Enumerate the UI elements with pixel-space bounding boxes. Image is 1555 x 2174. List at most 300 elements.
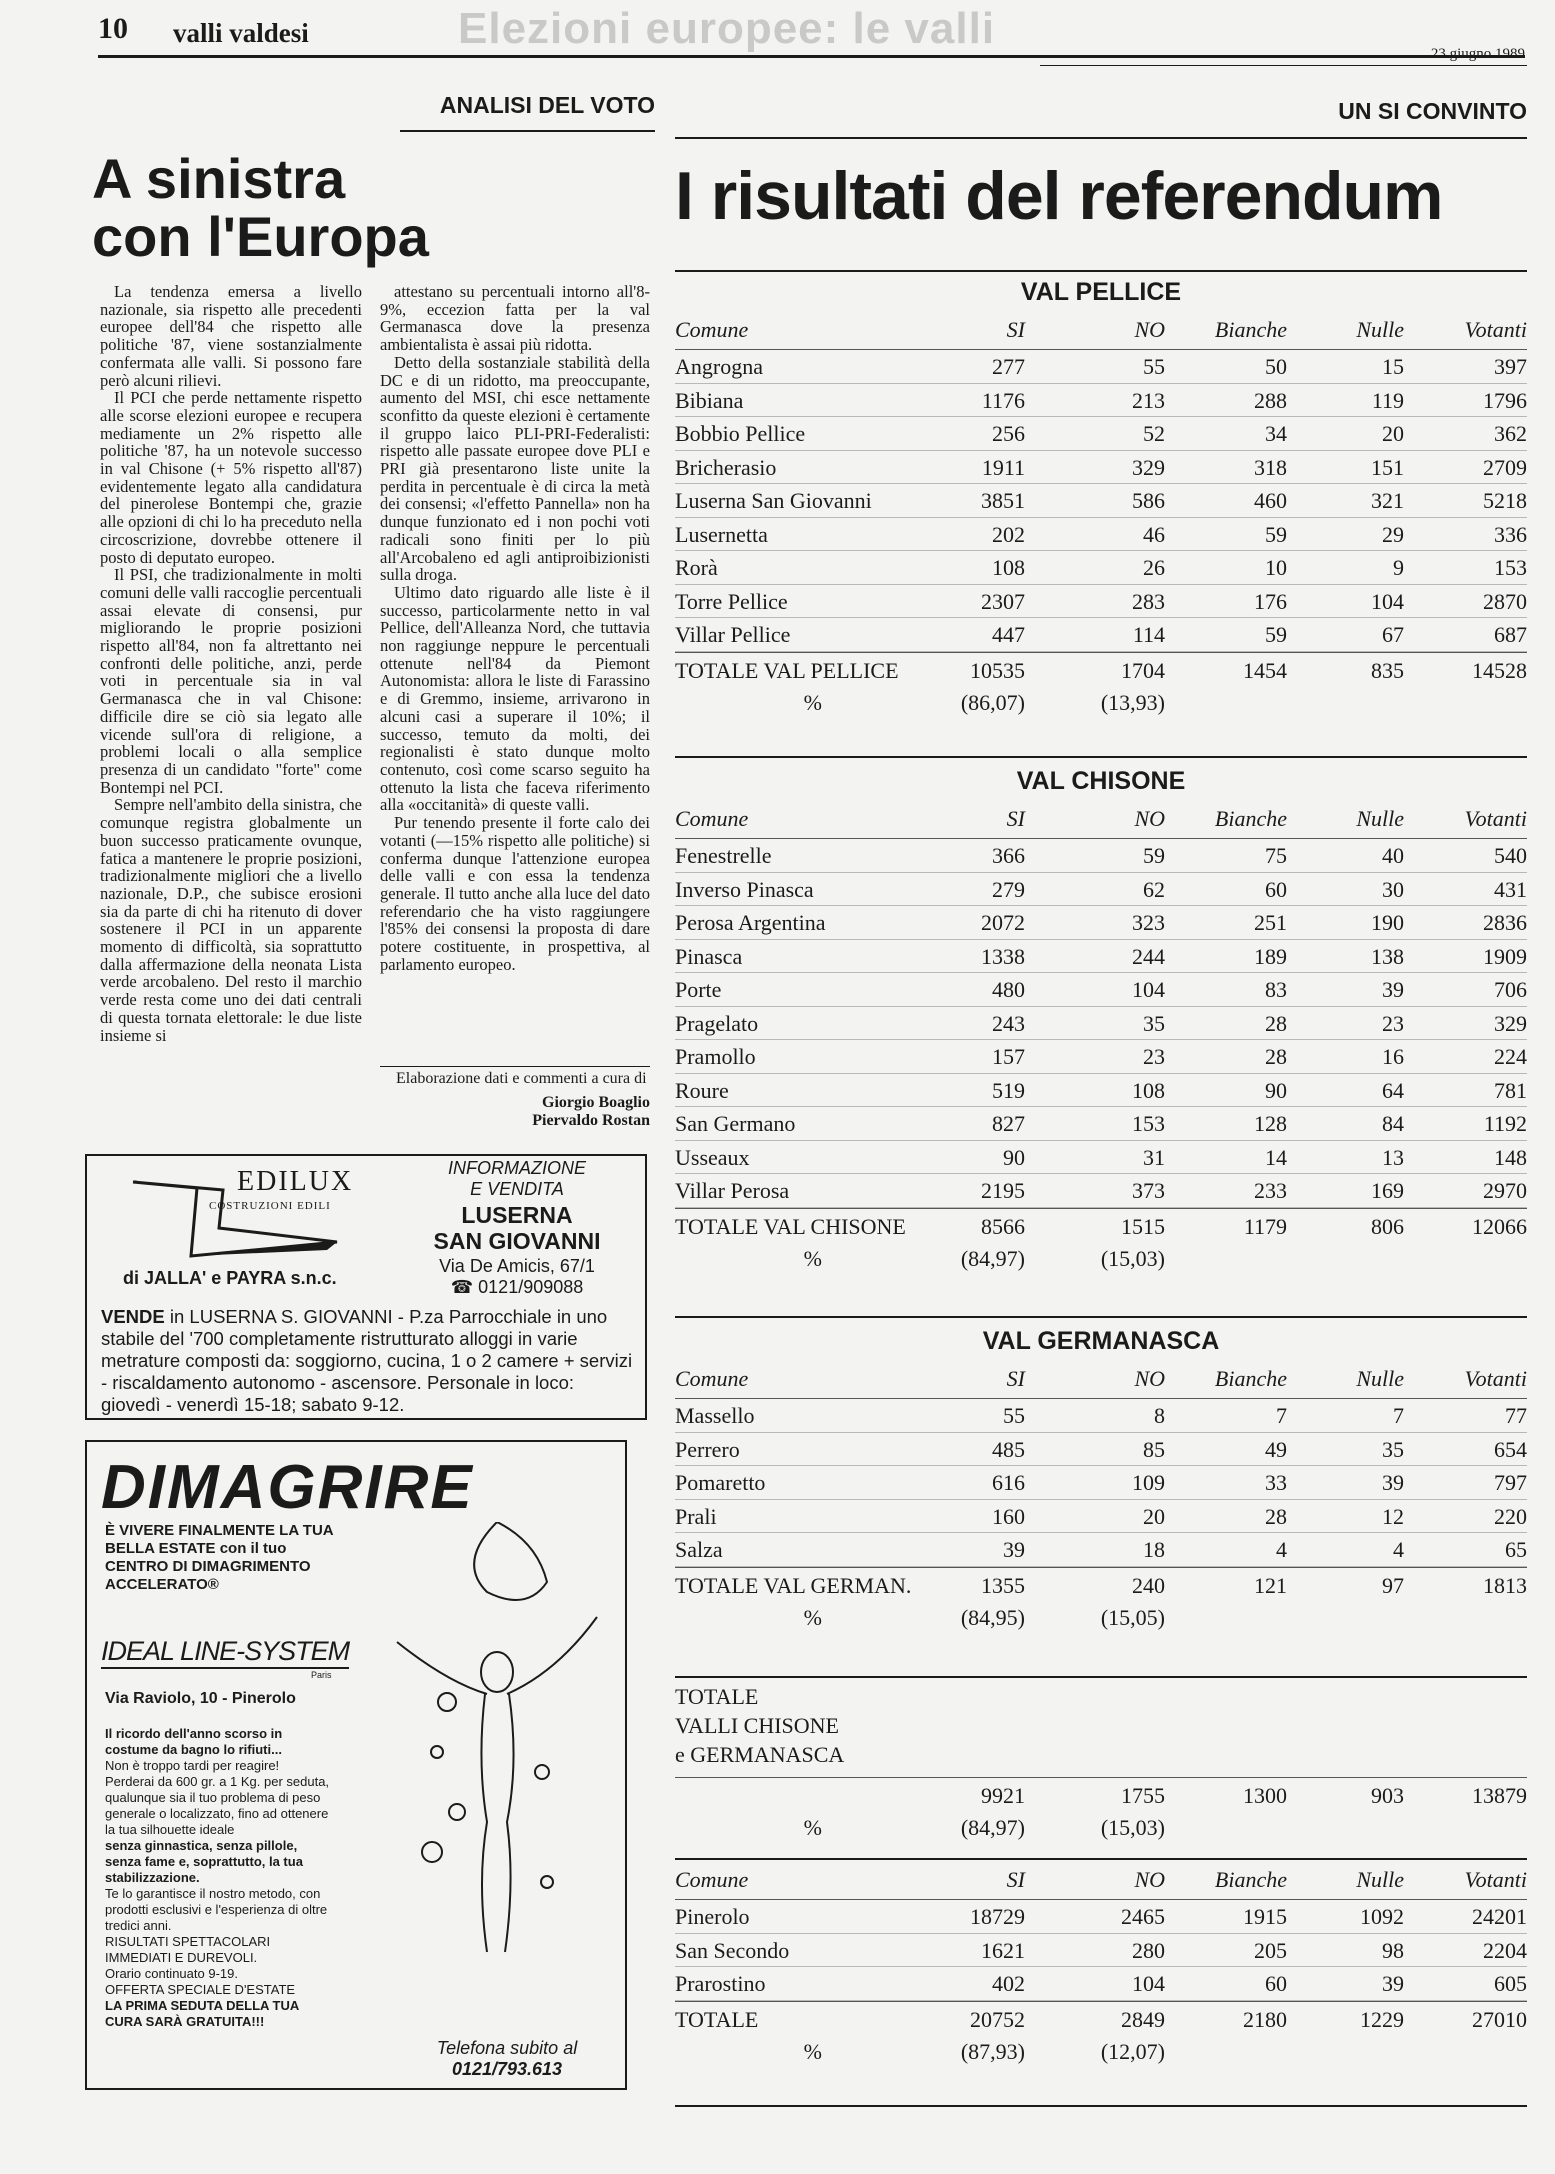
- article-column-1: [100, 283, 362, 1138]
- table-row: [675, 384, 1527, 418]
- cell-comune: Bobbio Pellice: [675, 421, 806, 446]
- author-2: Piervaldo Rostan: [532, 1112, 650, 1129]
- left-section-label: ANALISI DEL VOTO: [439, 92, 655, 118]
- cell-nulle: 1092: [1360, 1904, 1404, 1929]
- cell-votanti: 2836: [1483, 910, 1527, 935]
- cell-si: 616: [992, 1470, 1025, 1495]
- edilux-address: Via De Amicis, 67/1: [439, 1256, 595, 1276]
- edilux-phone: ☎ 0121/909088: [450, 1277, 584, 1297]
- col-si: SI: [1006, 806, 1025, 831]
- cell-bianche: 233: [1254, 1178, 1287, 1203]
- col-bianche: Bianche: [1214, 806, 1287, 831]
- table-row: [675, 551, 1527, 585]
- table-body: [675, 350, 1527, 652]
- cell-votanti: 1796: [1483, 387, 1527, 413]
- cell-si: 279: [992, 876, 1025, 902]
- cell-bianche: 7: [1276, 1403, 1287, 1428]
- cell-bianche: 60: [1265, 1971, 1287, 1996]
- city-line-1: LUSERNA: [461, 1202, 573, 1228]
- table-row: [675, 618, 1527, 652]
- cell-si: 3851: [981, 488, 1025, 513]
- cell-bianche: 83: [1265, 977, 1287, 1002]
- cell-votanti: 13879: [1472, 1783, 1527, 1808]
- table-row: [675, 1466, 1527, 1500]
- cell-votanti: 12066: [1472, 1213, 1527, 1239]
- credits-rule: [380, 1066, 650, 1067]
- cell-votanti: 781: [1494, 1077, 1527, 1103]
- paragraph: Pur tenendo presente il forte calo dei votanti (—15% rispetto alle politiche) si conferma dunque l'attenzione europea delle valli e con essa la tendenza generale. Il tutto anche alla luce del dato referendario che ha visto raggiungere l'85% dei consensi la proposta di dare potere costituente, in prospettiva, al parlamento europeo.: [380, 813, 650, 974]
- table-total: [675, 1208, 1527, 1244]
- cell-no: 213: [1132, 387, 1165, 413]
- cell-comune: Villar Pellice: [675, 622, 791, 647]
- body-line: RISULTATI SPETTACOLARI IMMEDIATI E DUREVOLI.: [105, 1934, 271, 1965]
- edilux-company: di JALLA' e PAYRA s.n.c.: [123, 1268, 337, 1288]
- col-votanti: Votanti: [1464, 1867, 1527, 1892]
- table-row: [675, 518, 1527, 552]
- cell-si: 20752: [970, 2006, 1025, 2032]
- cell-si: 366: [992, 843, 1025, 868]
- cell-votanti: 153: [1494, 555, 1527, 580]
- cell-comune: Perosa Argentina: [675, 910, 826, 935]
- cell-bianche: 205: [1254, 1937, 1287, 1963]
- info-line-1: INFORMAZIONE: [448, 1158, 586, 1178]
- cell-si: 160: [992, 1503, 1025, 1529]
- cell-nulle: 835: [1371, 657, 1404, 683]
- cell-votanti: 1909: [1483, 943, 1527, 969]
- pct-symbol: %: [803, 689, 822, 715]
- cell-bianche: 34: [1265, 421, 1287, 446]
- cell-bianche: 2180: [1243, 2006, 1287, 2032]
- pct-symbol: %: [803, 1245, 822, 1271]
- edilux-contact: [417, 1256, 617, 1298]
- pct-si: (84,95): [960, 1604, 1025, 1630]
- cell-bianche: 1915: [1243, 1904, 1287, 1929]
- paragraph: Detto della sostanziale stabilità della DC e di un ridotto, ma preoccupante, aumento del MSI, chi esce nettamente sconfitto da queste elezioni è certamente il gruppo laico PLI-PRI-Federalisti: rispetto alle passate europee dove PLI e PRI già presentarono liste unite la perdita in percentuale è di circa la metà dei consensi; «l'effetto Pannella» non ha dunque funzionato ed i non pochi voti radicali sono finiti per lo più all'Arcobaleno ed agli antiproibizionisti sulla droga.: [380, 352, 650, 585]
- cell-nulle: 321: [1371, 488, 1404, 513]
- cell-votanti: 14528: [1472, 657, 1527, 683]
- table-body: [675, 839, 1527, 1208]
- cell-no: 46: [1143, 521, 1165, 547]
- credits-line: Elaborazione dati e commenti a cura di: [396, 1070, 647, 1087]
- cell-nulle: 15: [1382, 354, 1404, 379]
- paragraph: Il PSI, che tradizionalmente in molti comuni delle valli raccoglie percentuali assai elevate di consensi, pur migliorando le proprie posizioni rispetto all'84, non fa altrettanto nei confronti delle politiche, anzi, perde voti in percentuale sia in val Germanasca che in val Chisone: difficile dire se ciò sia legato alle vicende sull'ora di religione, a problemi locali o alla semplice presenza di un candidato "forte" come Bontempi nel PCI.: [100, 565, 362, 797]
- cell-no: 373: [1132, 1178, 1165, 1203]
- cell-nulle: 4: [1393, 1537, 1404, 1562]
- cell-votanti: 148: [1494, 1144, 1527, 1170]
- cell-bianche: 90: [1265, 1077, 1287, 1103]
- table-header: [675, 310, 1527, 350]
- ad-dimagrire: [85, 1440, 627, 2090]
- cell-bianche: 1179: [1243, 1213, 1287, 1239]
- cell-votanti: 605: [1494, 1971, 1527, 1996]
- col-no: NO: [1134, 1867, 1165, 1892]
- author-1: Giorgio Boaglio: [542, 1094, 650, 1111]
- paragraph: attestano su percentuali intorno all'8-9%, eccezion fatta per la val Germanasca dove la presenza ambientalista è assai più ridotta.: [380, 283, 650, 355]
- combined-label: [675, 1682, 1527, 1769]
- pct-no: (15,03): [1100, 1245, 1165, 1271]
- cell-comune: Prarostino: [675, 1971, 766, 1996]
- table-pct: [675, 1603, 1527, 1633]
- cell-no: 283: [1132, 588, 1165, 614]
- cell-comune: Massello: [675, 1403, 755, 1428]
- pct-no: (13,93): [1100, 689, 1165, 715]
- table-row: [675, 1967, 1527, 2001]
- table-row: [675, 1074, 1527, 1108]
- cell-comune: San Germano: [675, 1111, 796, 1136]
- combined-label-line: VALLI CHISONE: [675, 1713, 839, 1738]
- cell-si: 827: [992, 1111, 1025, 1136]
- table-rule: [675, 756, 1527, 758]
- cell-no: 240: [1132, 1572, 1165, 1598]
- dimagrire-logo-sub: Paris: [311, 1670, 332, 1680]
- cell-votanti: 77: [1505, 1403, 1527, 1428]
- cell-no: 244: [1132, 943, 1165, 969]
- cell-bianche: 33: [1265, 1470, 1287, 1495]
- edilux-info: [417, 1158, 617, 1200]
- cell-si: 1355: [981, 1572, 1025, 1598]
- cell-comune: Inverso Pinasca: [675, 876, 814, 902]
- cell-nulle: 13: [1382, 1144, 1404, 1170]
- table-row: [675, 1533, 1527, 1567]
- left-section-rule: [400, 130, 655, 132]
- pct-symbol: %: [803, 1604, 822, 1630]
- col-votanti: Votanti: [1464, 1366, 1527, 1391]
- cell-comune: Bibiana: [675, 387, 744, 413]
- cell-si: 1911: [981, 454, 1025, 480]
- body-line: LA PRIMA SEDUTA DELLA TUA CURA SARÀ GRATUITA!!!: [105, 1998, 299, 2029]
- table-total: [675, 1567, 1527, 1603]
- col-nulle: Nulle: [1356, 1867, 1404, 1892]
- table-row: [675, 1399, 1527, 1433]
- cell-no: 20: [1143, 1503, 1165, 1529]
- table-row: [675, 940, 1527, 974]
- table-row: [675, 1900, 1527, 1934]
- edilux-city: [417, 1202, 617, 1254]
- cell-votanti: 5218: [1483, 488, 1527, 513]
- col-votanti: Votanti: [1464, 806, 1527, 831]
- cell-bianche: 121: [1254, 1572, 1287, 1598]
- edilux-body: [101, 1306, 635, 1416]
- cell-nulle: 806: [1371, 1213, 1404, 1239]
- table-title: VAL GERMANASCA: [982, 1327, 1220, 1355]
- cell-si: 2072: [981, 910, 1025, 935]
- cell-votanti: 1813: [1483, 1572, 1527, 1598]
- page-number: 10: [98, 12, 128, 45]
- cell-si: 485: [992, 1436, 1025, 1462]
- cell-no: 114: [1132, 622, 1165, 647]
- cell-votanti: 24201: [1472, 1904, 1527, 1929]
- col-comune: Comune: [675, 1867, 749, 1892]
- cell-nulle: 9: [1393, 555, 1404, 580]
- cell-comune: TOTALE VAL GERMAN.: [675, 1572, 912, 1598]
- cell-votanti: 362: [1494, 421, 1527, 446]
- cell-comune: Pinerolo: [675, 1904, 750, 1929]
- paragraph: Sempre nell'ambito della sinistra, che comunque registra globalmente un buon successo praticamente ovunque, fatica a mantenere le proprie posizioni, tradizionalmente migliori che a livello nazionale, D.P., che subisce erosioni sia da parte di chi ha ritenuto di dover sostenere il PCI in un apparente momento di difficoltà, sia soprattutto dalla affermazione della neonata Lista verde arcobaleno. Del resto il marchio verde resta come uno dei dati centrali di questa tornata elettorale: le due liste insieme si: [100, 795, 362, 1045]
- cell-nulle: 119: [1371, 387, 1404, 413]
- cell-si: 2195: [981, 1178, 1025, 1203]
- cell-no: 1755: [1121, 1783, 1165, 1808]
- cell-no: 108: [1132, 1077, 1165, 1103]
- cell-votanti: 797: [1494, 1470, 1527, 1495]
- col-nulle: Nulle: [1356, 317, 1404, 342]
- cell-si: 256: [992, 421, 1025, 446]
- cell-si: 277: [992, 354, 1025, 379]
- table-pinerolese: [675, 1860, 1527, 2067]
- table-row: [675, 585, 1527, 619]
- cell-si: 55: [1003, 1403, 1025, 1428]
- call-phone: 0121/793.613: [451, 2059, 563, 2079]
- cell-no: 26: [1143, 555, 1165, 580]
- edilux-vende: VENDE: [101, 1306, 165, 1327]
- pct-si: (87,93): [960, 2038, 1025, 2064]
- cell-nulle: 151: [1371, 454, 1404, 480]
- table-body: [675, 1900, 1527, 2001]
- right-section-label: UN SI CONVINTO: [1338, 98, 1527, 124]
- col-no: NO: [1134, 806, 1165, 831]
- table-row: [675, 1107, 1527, 1141]
- pct-si: (84,97): [960, 1815, 1025, 1840]
- body-line: senza ginnastica, senza pillole, senza fame e, soprattutto, la tua stabilizzazione.: [105, 1838, 303, 1885]
- table-header: [675, 1860, 1527, 1900]
- cell-no: 35: [1143, 1010, 1165, 1036]
- cell-comune: Roure: [675, 1077, 729, 1103]
- cell-comune: Pomaretto: [675, 1470, 766, 1495]
- call-label: Telefona subito al: [436, 2038, 578, 2058]
- table-row: [675, 1934, 1527, 1968]
- cell-no: 8: [1154, 1403, 1165, 1428]
- cell-no: 1704: [1121, 657, 1165, 683]
- paragraph: Ultimo dato riguardo alle liste è il successo, particolarmente netto in val Pellice, dell'Alleanza Nord, che tuttavia non raggiunge neppure le percentuali ottenute nell'84 da Piemont Autonomista: allora le liste di Farassino e di Gremmo, insieme, arrivarono in alcuni casi a superare il 10%; il successo, temuto da molti, dei regionalisti è stato dunque molto contenuto, così come scarso seguito ha ottenuto la lista che faceva riferimento alla «occitanità» di queste valli.: [380, 582, 650, 815]
- cell-si: 243: [992, 1010, 1025, 1036]
- referendum-title: I risultati del referendum: [675, 158, 1443, 234]
- cell-si: 1176: [981, 387, 1025, 413]
- cell-comune: Prali: [675, 1503, 717, 1529]
- right-headline: [675, 158, 1527, 234]
- cell-si: 10535: [970, 657, 1025, 683]
- cell-si: 108: [992, 555, 1025, 580]
- table-row: [675, 1500, 1527, 1534]
- cell-comune: Perrero: [675, 1436, 740, 1462]
- cell-votanti: 224: [1494, 1044, 1527, 1069]
- cell-si: 447: [992, 622, 1025, 647]
- body-line: OFFERTA SPECIALE D'ESTATE: [105, 1982, 296, 1997]
- cell-nulle: 67: [1382, 622, 1404, 647]
- cell-comune: TOTALE: [675, 2006, 759, 2032]
- cell-comune: TOTALE VAL PELLICE: [675, 657, 899, 683]
- cell-comune: Torre Pellice: [675, 588, 788, 614]
- cell-votanti: 687: [1494, 622, 1527, 647]
- cell-comune: Villar Perosa: [675, 1178, 790, 1203]
- cell-bianche: 75: [1265, 843, 1287, 868]
- table-bottom-rule: [675, 2105, 1527, 2107]
- cell-no: 55: [1143, 354, 1165, 379]
- cell-nulle: 30: [1382, 876, 1404, 902]
- cell-si: 90: [1003, 1144, 1025, 1170]
- cell-no: 85: [1143, 1436, 1165, 1462]
- cell-votanti: 27010: [1472, 2006, 1527, 2032]
- table-row: [675, 484, 1527, 518]
- cell-votanti: 65: [1505, 1537, 1527, 1562]
- cell-comune: Bricherasio: [675, 454, 777, 480]
- cell-si: 1338: [981, 943, 1025, 969]
- col-comune: Comune: [675, 1366, 749, 1391]
- masthead-underline: [1040, 65, 1527, 66]
- table-row: [675, 451, 1527, 485]
- cell-comune: Fenestrelle: [675, 843, 772, 868]
- cell-votanti: 397: [1494, 354, 1527, 379]
- cell-bianche: 460: [1254, 488, 1287, 513]
- cell-comune: San Secondo: [675, 1937, 790, 1963]
- cell-votanti: 431: [1494, 876, 1527, 902]
- cell-bianche: 50: [1265, 354, 1287, 379]
- col-no: NO: [1134, 1366, 1165, 1391]
- cell-bianche: 28: [1265, 1503, 1287, 1529]
- cell-bianche: 10: [1265, 555, 1287, 580]
- cell-comune: Luserna San Giovanni: [675, 488, 872, 513]
- combined-label-line: e GERMANASCA: [675, 1742, 845, 1767]
- col-si: SI: [1006, 1867, 1025, 1892]
- pct-no: (15,05): [1100, 1604, 1165, 1630]
- body-line: Il ricordo dell'anno scorso in costume da bagno lo rifiuti...: [105, 1726, 283, 1757]
- left-title-line2: con l'Europa: [92, 205, 429, 268]
- cell-nulle: 39: [1382, 1971, 1404, 1996]
- table-chisone-germanasca: [675, 1682, 1527, 1843]
- table-row: [675, 350, 1527, 384]
- table-row: [675, 1174, 1527, 1208]
- paragraph: La tendenza emersa a livello nazionale, sia rispetto alle precedenti europee dell'84 che rispetto alle politiche '87, viene sostanzialmente confermata alle valli. Si possono fare però alcuni rilievi.: [100, 283, 362, 390]
- table-row: [675, 1040, 1527, 1074]
- woman-illustration-icon: [337, 1522, 622, 1992]
- cell-si: 519: [992, 1077, 1025, 1103]
- cell-no: 52: [1143, 421, 1165, 446]
- table-row: [675, 1433, 1527, 1467]
- cell-bianche: 176: [1254, 588, 1287, 614]
- cell-nulle: 39: [1382, 977, 1404, 1002]
- dimagrire-call: [397, 2038, 617, 2080]
- col-comune: Comune: [675, 317, 749, 342]
- cell-comune: Usseaux: [675, 1144, 750, 1170]
- cell-nulle: 97: [1382, 1572, 1404, 1598]
- cell-bianche: 1454: [1243, 657, 1287, 683]
- cell-no: 280: [1132, 1937, 1165, 1963]
- col-si: SI: [1006, 317, 1025, 342]
- cell-bianche: 59: [1265, 521, 1287, 547]
- table-val-pellice: [675, 274, 1527, 718]
- cell-nulle: 1229: [1360, 2006, 1404, 2032]
- table-pct: [675, 1244, 1527, 1274]
- cell-comune: Porte: [675, 977, 722, 1002]
- table-body: [675, 1399, 1527, 1567]
- col-nulle: Nulle: [1356, 1366, 1404, 1391]
- cell-nulle: 29: [1382, 521, 1404, 547]
- cell-comune: Angrogna: [675, 354, 763, 379]
- table-row: [675, 973, 1527, 1007]
- city-line-2: SAN GIOVANNI: [433, 1228, 601, 1254]
- cell-votanti: 2870: [1483, 588, 1527, 614]
- cell-nulle: 12: [1382, 1503, 1404, 1529]
- cell-no: 23: [1143, 1044, 1165, 1069]
- issue-date: 23 giugno 1989: [1430, 46, 1525, 62]
- table-row: [675, 1141, 1527, 1175]
- cell-comune: Pragelato: [675, 1010, 759, 1036]
- cell-nulle: 23: [1382, 1010, 1404, 1036]
- table-rule: [675, 1316, 1527, 1318]
- cell-nulle: 40: [1382, 843, 1404, 868]
- table-row: [675, 906, 1527, 940]
- cell-no: 104: [1132, 977, 1165, 1002]
- cell-no: 323: [1132, 910, 1165, 935]
- combined-label-line: TOTALE: [675, 1684, 759, 1709]
- cell-no: 31: [1143, 1144, 1165, 1170]
- left-headline: [92, 147, 652, 268]
- cell-no: 153: [1132, 1111, 1165, 1136]
- info-line-2: E VENDITA: [470, 1179, 564, 1199]
- masthead: [98, 4, 1525, 62]
- table-title: VAL PELLICE: [1020, 278, 1182, 306]
- cell-nulle: 104: [1371, 588, 1404, 614]
- ad-edilux: [85, 1154, 647, 1420]
- col-comune: Comune: [675, 806, 749, 831]
- cell-si: 480: [992, 977, 1025, 1002]
- paper-name: valli valdesi: [173, 18, 309, 48]
- cell-bianche: 14: [1265, 1144, 1287, 1170]
- table-header: [675, 1359, 1527, 1399]
- cell-comune: Pinasca: [675, 943, 743, 969]
- table-row: [675, 417, 1527, 451]
- cell-comune: Lusernetta: [675, 521, 768, 547]
- table-pct: [675, 2037, 1527, 2067]
- cell-comune: Pramollo: [675, 1044, 756, 1069]
- cell-no: 104: [1132, 1971, 1165, 1996]
- edilux-brand: EDILUX: [237, 1166, 354, 1197]
- table-row: [675, 873, 1527, 907]
- cell-si: 402: [992, 1971, 1025, 1996]
- right-section-rule: [675, 137, 1527, 139]
- cell-si: 8566: [981, 1213, 1025, 1239]
- cell-nulle: 903: [1371, 1783, 1404, 1808]
- cell-nulle: 7: [1393, 1403, 1404, 1428]
- cell-nulle: 35: [1382, 1436, 1404, 1462]
- body-line: Te lo garantisce il nostro metodo, con prodotti esclusivi e l'esperienza di oltre tredici anni.: [105, 1886, 328, 1933]
- cell-bianche: 189: [1254, 943, 1287, 969]
- cell-votanti: 329: [1494, 1010, 1527, 1036]
- table-pct: [675, 688, 1527, 718]
- cell-votanti: 1192: [1483, 1111, 1527, 1136]
- table-title: VAL CHISONE: [1016, 767, 1186, 795]
- pct-si: (86,07): [960, 689, 1025, 715]
- col-bianche: Bianche: [1214, 1867, 1287, 1892]
- body-line: Orario continuato 9-19.: [105, 1966, 238, 1981]
- cell-nulle: 169: [1371, 1178, 1404, 1203]
- table-top-rule: [675, 270, 1527, 272]
- pct-no: (15,03): [1100, 1815, 1165, 1840]
- cell-bianche: 59: [1265, 622, 1287, 647]
- cell-no: 18: [1143, 1537, 1165, 1562]
- table-pct: [675, 1813, 1527, 1843]
- cell-votanti: 2970: [1483, 1178, 1527, 1203]
- cell-bianche: 1300: [1243, 1783, 1287, 1808]
- table-val-chisone: [675, 763, 1527, 1274]
- cell-si: 157: [992, 1044, 1025, 1069]
- cell-no: 59: [1143, 843, 1165, 868]
- cell-votanti: 706: [1494, 977, 1527, 1002]
- pct-symbol: %: [803, 1815, 822, 1840]
- cell-nulle: 98: [1382, 1937, 1404, 1963]
- table-val-germanasca: [675, 1323, 1527, 1633]
- cell-votanti: 654: [1494, 1436, 1527, 1462]
- cell-bianche: 49: [1265, 1436, 1287, 1462]
- cell-nulle: 84: [1382, 1111, 1404, 1136]
